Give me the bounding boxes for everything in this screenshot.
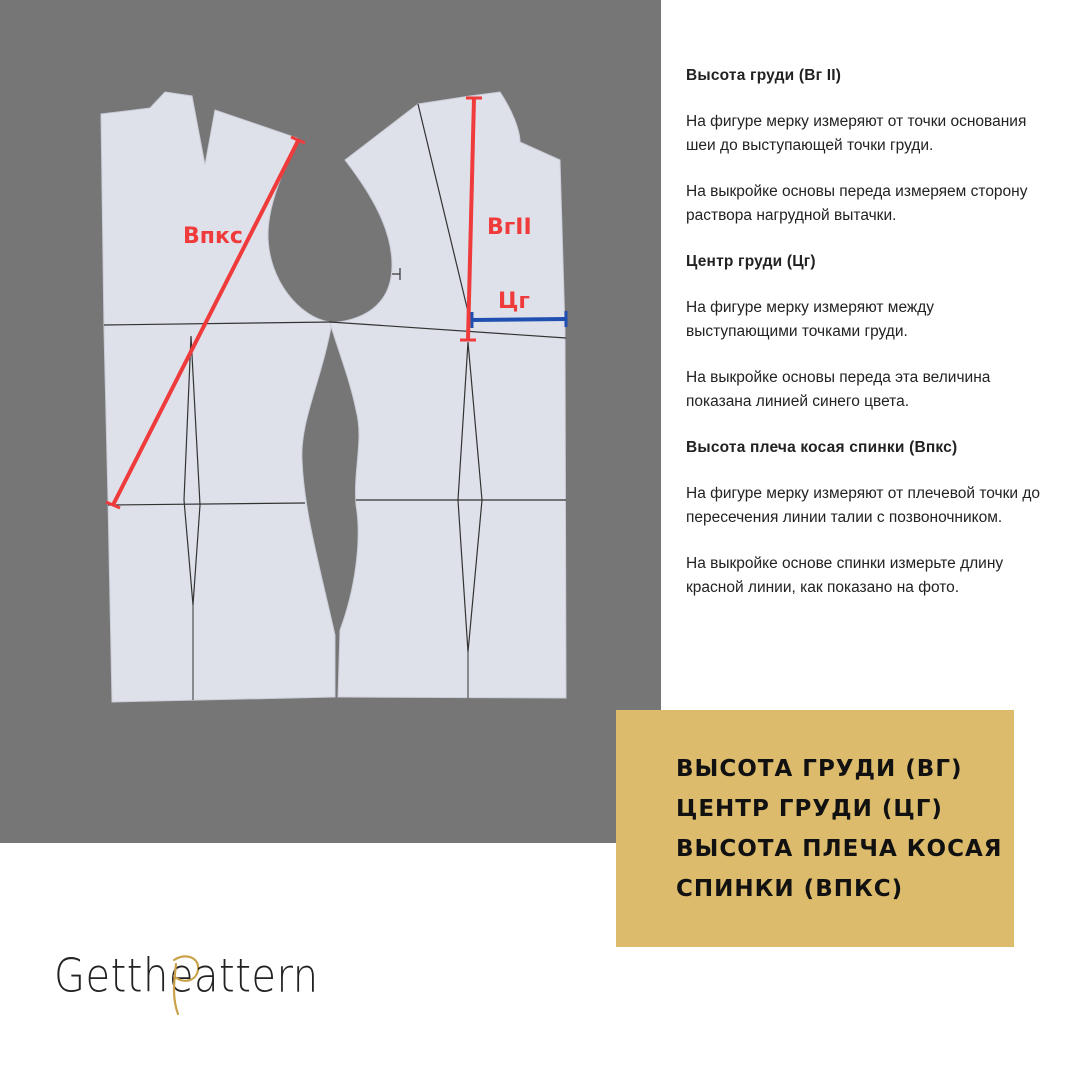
vg2-label: BгII [487,215,532,240]
summary-line: ЦЕНТР ГРУДИ (ЦГ) [676,796,943,822]
logo-text-part1: Getthe [54,950,194,1003]
summary-line: ВЫСОТА ПЛЕЧА КОСАЯ [676,836,1003,862]
section-heading-cg: Центр груди (Цг) [686,253,816,270]
description-panel [686,64,1046,622]
section-paragraph: На фигуре мерку измеряют между выступающими точками груди. [686,299,935,340]
vpks-label: Впкс [183,224,243,249]
summary-line: ВЫСОТА ГРУДИ (ВГ) [676,756,963,782]
summary-line: СПИНКИ (ВПКС) [676,876,904,902]
pattern-photo [0,0,661,843]
summary-box [616,710,1014,947]
front-pattern-piece [330,92,566,698]
cg-label: Цг [498,289,530,314]
section-paragraph: На фигуре мерку измеряют от плечевой точки до пересечения линии талии с позвоночником. [686,485,1041,526]
logo-text-part2: attern [194,950,319,1003]
section-heading-vg2: Высота груди (Вг II) [686,67,842,84]
section-paragraph: На выкройке основе спинки измерьте длину красной линии, как показано на фото. [686,555,1004,596]
section-paragraph: На выкройке основы переда эта величина показана линией синего цвета. [686,369,991,410]
pattern-drawing [0,0,661,843]
section-paragraph: На фигуре мерку измеряют от точки основания шеи до выступающей точки груди. [686,113,1027,154]
section-heading-vpks: Высота плеча косая спинки (Впкс) [686,439,958,456]
cg-measure-line [472,319,566,320]
section-paragraph: На выкройке основы переда измеряем сторону раствора нагрудной вытачки. [686,183,1028,224]
back-pattern-piece [101,92,335,702]
brand-logo [54,950,319,1020]
